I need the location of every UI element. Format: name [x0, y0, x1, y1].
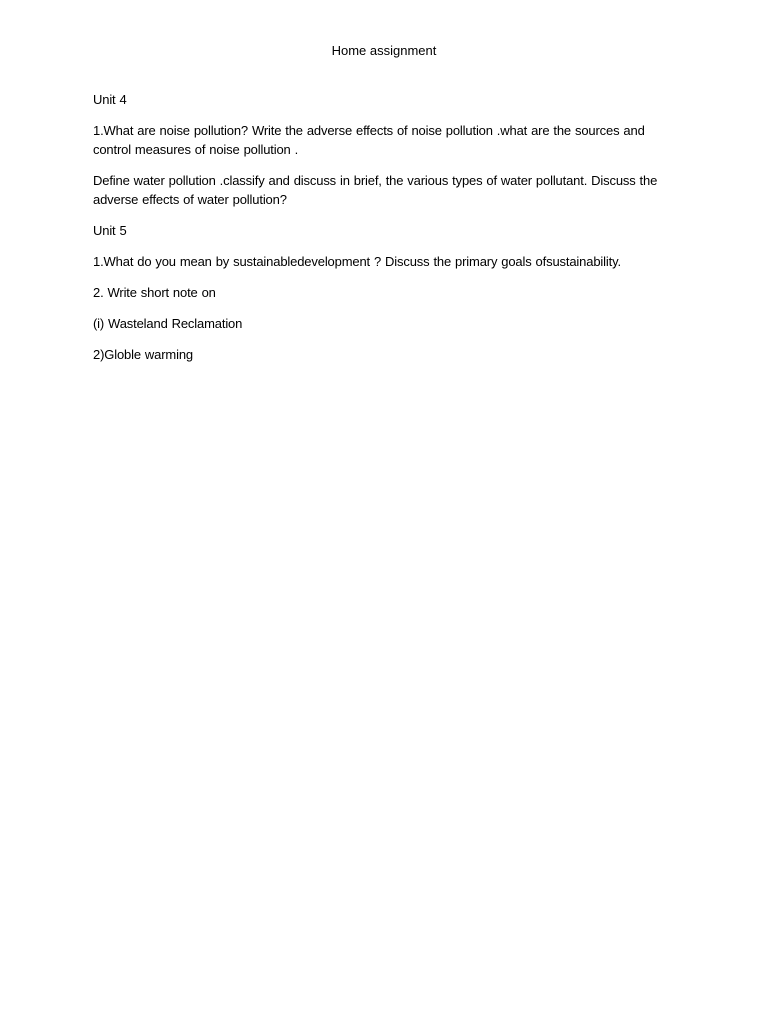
sub-question: (i) Wasteland Reclamation — [93, 316, 243, 331]
question-paragraph: 1.What are noise pollution? Write the adverse effects of noise pollution .what are the sources and control measures of noise pollution . — [93, 123, 645, 157]
unit-heading: Unit 5 — [93, 223, 127, 238]
question-paragraph: 2. Write short note on — [93, 285, 216, 300]
question-paragraph: 1.What do you mean by sustainabledevelopment ? Discuss the primary goals ofsustainability. — [93, 254, 621, 269]
sub-question: 2)Globle warming — [93, 347, 193, 362]
page-title: Home assignment — [331, 43, 437, 58]
question-paragraph: Define water pollution .classify and discuss in brief, the various types of water pollutant. Discuss the adverse effects of water pollution? — [93, 173, 658, 207]
document-body — [93, 90, 683, 376]
unit-heading: Unit 4 — [93, 92, 127, 107]
